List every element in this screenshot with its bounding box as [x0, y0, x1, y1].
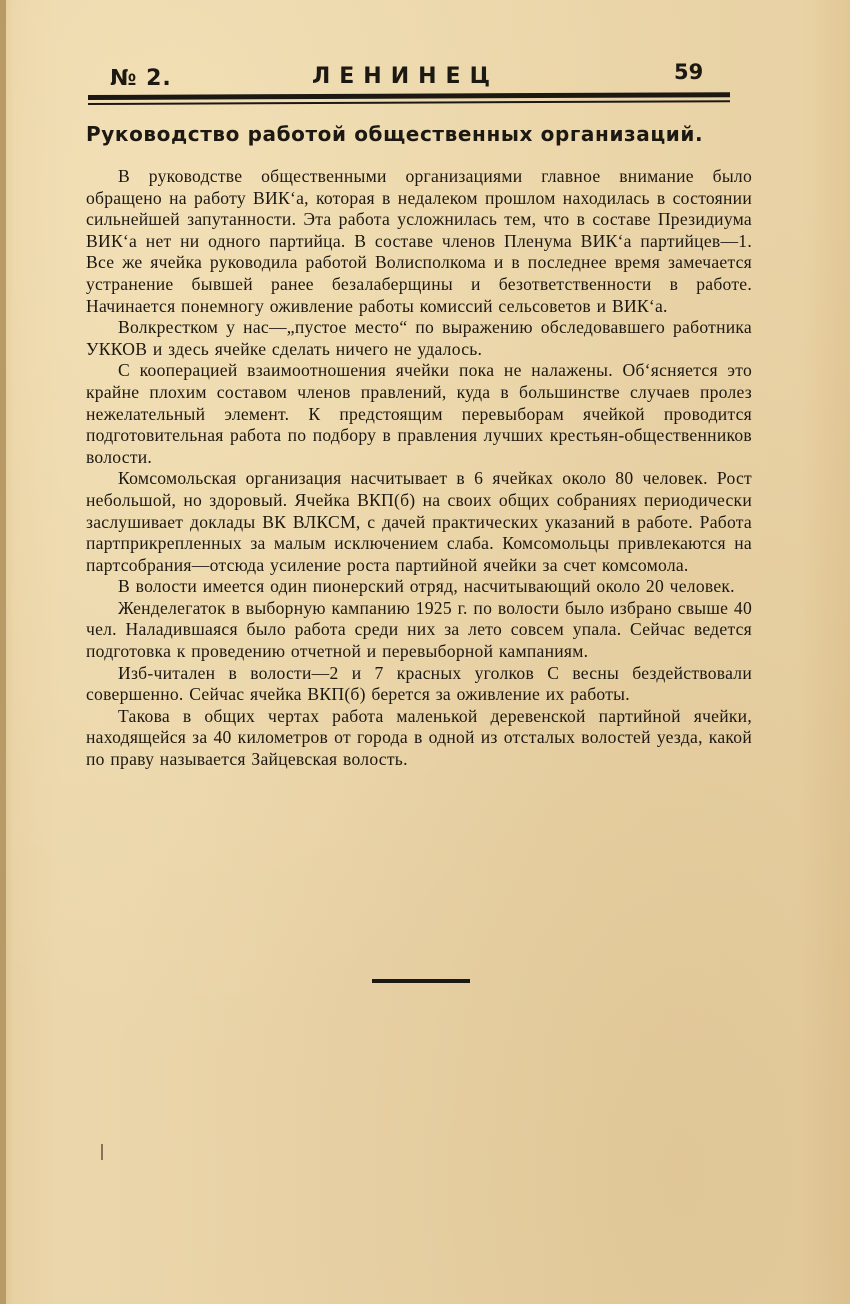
- article: [86, 122, 752, 771]
- article-end-rule: [372, 979, 470, 983]
- paragraph: Изб-читален в волости—2 и 7 красных уголков С весны бездействовали совершенно. Сейчас ячейка ВКП(б) берется за оживление их работы.: [86, 662, 752, 705]
- article-title: Руководство работой общественных организаций.: [86, 122, 704, 146]
- header-rule-thin: [88, 100, 730, 105]
- paragraph: С кооперацией взаимоотношения ячейки пока не налажены. Об‘ясняется это крайне плохим составом членов правлений, куда в большинстве случаев пролез нежелательный элемент. К предстоящим перевыборам ячейкой проводится подготовительная работа по подбору в правления лучших крестьян-общественников волости.: [86, 360, 752, 467]
- paper-speck: [101, 1144, 103, 1160]
- paragraph: В волости имеется один пионерский отряд, насчитывающий около 20 человек.: [118, 576, 735, 597]
- page-binding-edge: [0, 0, 6, 1304]
- paragraph: Волкрестком у нас—„пустое место“ по выражению обследовавшего работника УККОВ и здесь ячейке сделать ничего не удалось.: [86, 317, 752, 359]
- paragraph: В руководстве общественными организациями главное внимание было обращено на работу ВИК‘а, которая в недалеком прошлом находилась в состоянии сильнейшей запутанности. Эта работа усложнилась тем, что в составе Президиума ВИК‘а нет ни одного партийца. В составе членов Пленума ВИК‘а партийцев—1. Все же ячейка руководила работой Волисполкома и в последнее время замечается устранение бывшей ранее безалаберщины и безответственности в работе. Начинается понемногу оживление работы комиссий сельсоветов и ВИК‘а.: [86, 166, 752, 316]
- page-number: 59: [674, 60, 704, 84]
- issue-number: № 2.: [110, 66, 172, 91]
- masthead-title: ЛЕНИНЕЦ: [312, 64, 499, 89]
- article-body: [86, 166, 752, 771]
- paragraph: Такова в общих чертах работа маленькой деревенской партийной ячейки, находящейся за 40 километров от города в одной из отсталых волостей уезда, какой по праву называется Зайцевская волость.: [86, 705, 752, 770]
- paragraph: Женделегаток в выборную кампанию 1925 г. по волости было избрано свыше 40 чел. Наладившаяся было работа среди них за лето совсем упала. Сейчас ведется подготовка к проведению отчетной и перевыборной кампаниям.: [86, 597, 752, 662]
- paragraph: Комсомольская организация насчитывает в 6 ячейках около 80 человек. Рост небольшой, но здоровый. Ячейка ВКП(б) на своих общих собраниях периодически заслушивает доклады ВК ВЛКСМ, с дачей практических указаний в работе. Работа партприкрепленных за малым исключением слаба. Комсомольцы привлекаются на партсобрания—отсюда усиление роста партийной ячейки за счет комсомола.: [86, 468, 752, 575]
